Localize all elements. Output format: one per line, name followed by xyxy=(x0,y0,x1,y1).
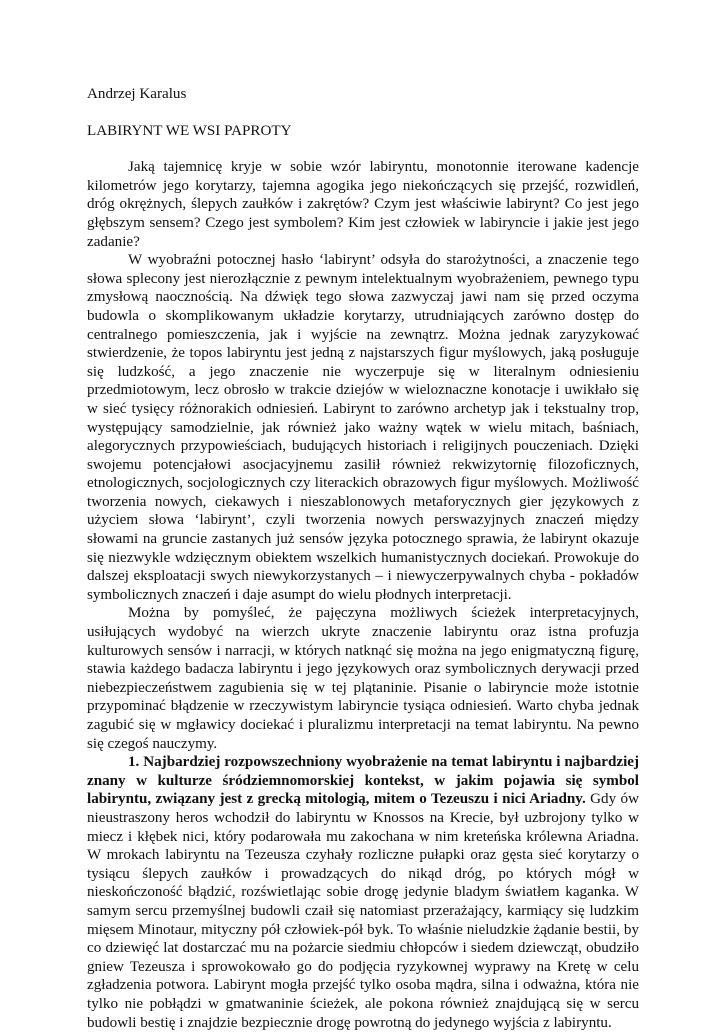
paragraph-text: W wyobraźni potocznej hasło ‘labirynt’ odsyła do starożytności, a znaczenie tego słowa splecony jest nierozłącznie z pewnym intelektualnym wyobrażeniem, pewnego typu zmysłową naocznością. Na dźwięk tego słowa zazwyczaj jawi nam się przed oczyma budowla o skomplikowanym układzie korytarzy, utrudniających zarówno dostęp do centralnego pomieszczenia, jak i wyjście na zewnątrz. Można jednak zaryzykować stwierdzenie, że topos labiryntu jest jedną z najstarszych figur myślowych, jaką posługuje się ludzkość, a jego znaczenie nie wyczerpuje się w literalnym odniesieniu przedmiotowym, lecz obrosło w trakcie dziejów w wieloznaczne konotacje i uwikłało się w sieć tysięcy różnorakich odniesień. Labirynt to zarówno archetyp jak i tekstualny trop, występujący samodzielnie, jak również jako ważny wątek w wielu mitach, baśniach, alegorycznych przypowieściach, budujących historiach i religijnych pouczeniach. Dzięki swojemu potencjałowi asocjacyjnemu zasilił również rekwizytornię filozoficznych, etnologicznych, socjologicznych czy literackich obrazowych figur myślowych. Możliwość tworzenia nowych, ciekawych i nieszablonowych metaforycznych gier językowych z użyciem słowa ‘labirynt’, czyli tworzenia nowych perswazyjnych znaczeń między słowami na gruncie zastanych już sensów języka potocznego sprawia, że labirynt okazuje się niezwykle wdzięcznym obiektem wszelkich humanistycznych dociekań. Prowokuje do dalszej eksploatacji swych niewykorzystanych – i niewyczerpywalnych chyba - pokładów symbolicznych znaczeń i daje asumpt do wielu płodnych interpretacji. xyxy=(87,252,639,603)
paragraph-3 xyxy=(87,604,639,753)
paragraph-text: Gdy ów nieustraszony heros wchodził do labiryntu w Knossos na Krecie, był uzbrojony tylko w miecz i kłębek nici, który podarowała mu zakochana w nim kreteńska królewna Ariadna. W mrokach labiryntu na Tezeusza czyhały rozliczne pułapki oraz gęsta sieć korytarzy o tysiącu ślepych zaułków i prowadzących do nikąd dróg, po których mógł w nieskończoność błądzić, rozświetlając sobie drogę jedynie bladym światłem kaganka. W samym sercu przemyślnej budowli czaił się natomiast przerażający, karmiący się ludzkim mięsem Minotaur, mityczny pół człowiek-pół byk. To właśnie nieludzkie żądanie bestii, by co dziewięć lat dostarczać mu na pożarcie siedmiu chłopców i siedem dziewcząt, obudziło gniew Tezeusza i sprowokowało go do podjęcia ryzykownej wyprawy na Kretę w celu zgładzenia potwora. Labirynt mogła przejść tylko osoba mądra, silna i odważna, która nie tylko nie pobłądzi w gmatwaninie ścieżek, ale pokona również znajdującą się w sercu budowli bestię i znajdzie bezpiecznie drogę powrotną do jedynego wyjścia z labiryntu. xyxy=(87,791,639,1031)
document-page xyxy=(87,85,639,1032)
author-name: Andrzej Karalus xyxy=(87,86,187,102)
section-heading: 1. Najbardziej rozpowszechniony wyobrażenie na temat labiryntu i najbardziej znany w kulturze śródziemnomorskiej kontekst, w jakim pojawia się symbol labiryntu, związany jest z grecką mitologią, mitem o Tezeuszu i nici Ariadny. xyxy=(87,754,639,808)
document-title: LABIRYNT WE WSI PAPROTY xyxy=(87,122,292,139)
paragraph-4 xyxy=(87,753,639,1032)
paragraph-text: Można by pomyśleć, że pajęczyna możliwych ścieżek interpretacyjnych, usiłujących wydobyć na wierzch ukryte znaczenie labiryntu oraz istna profuzja kulturowych sensów i narracji, w których natknąć się można na jego enigmatyczną figurę, stawia każdego badacza labiryntu i jego językowych oraz symbolicznych derywacji przed niebezpieczeństwem zagubienia się w tej plątaninie. Pisanie o labiryncie może istotnie przypominać błądzenie w rzeczywistym labiryncie tysiąca odniesień. Warto chyba jednak zagubić się w mgławicy dociekać i pluralizmu interpretacji na temat labiryntu. Na pewno się czegoś nauczymy. xyxy=(87,605,639,752)
paragraph-1 xyxy=(87,158,639,251)
paragraph-2 xyxy=(87,251,639,604)
paragraph-text: Jaką tajemnicę kryje w sobie wzór labiryntu, monotonnie iterowane kadencje kilometrów jego korytarzy, tajemna agogika jego niekończących się przejść, rozwidleń, dróg okrężnych, ślepych zaułków i zakrętów? Czym jest właściwie labirynt? Co jest jego głębszym sensem? Czego jest symbolem? Kim jest człowiek w labiryncie i jakie jest jego zadanie? xyxy=(87,159,639,250)
